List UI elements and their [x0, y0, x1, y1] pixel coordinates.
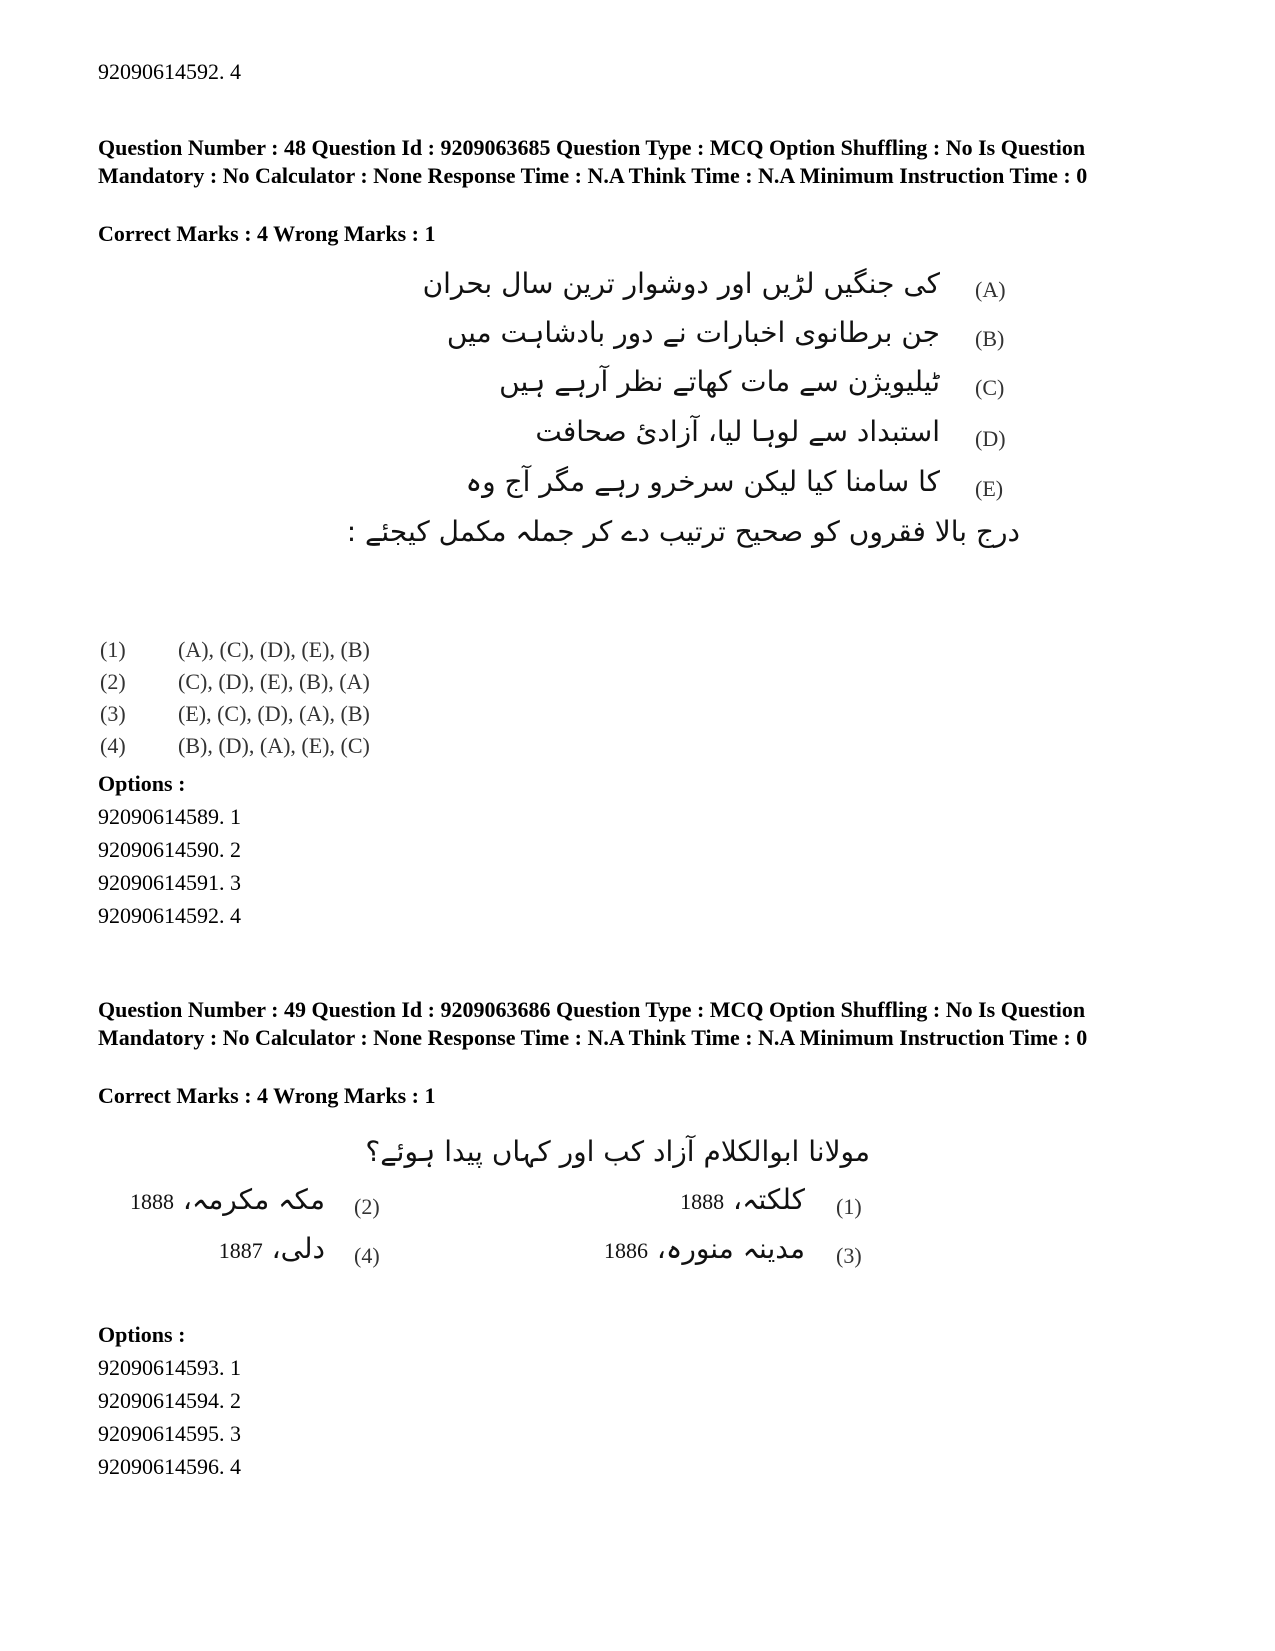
previous-option-line: 92090614592. 4 — [98, 59, 241, 84]
q49-option-4: 92090614596. 4 — [98, 1454, 241, 1479]
q48-instruction: درج بالا فقروں کو صحیح ترتیب دے کر جملہ مکمل کیجئے : — [346, 515, 1020, 548]
q48-options-label: Options : — [98, 771, 186, 796]
statement-text: کا سامنا کیا لیکن سرخرو رہے مگر آج وہ — [465, 465, 940, 498]
statement-text: استبداد سے لوہا لیا، آزادئ صحافت — [535, 415, 940, 448]
q48-header: Question Number : 48 Question Id : 9209063685 Question Type : MCQ Option Shuffling : No Is Question Mandatory : No Calculator : None Response Time : N.A Think Time : N.A Minimum Instruction Time : 0 — [98, 135, 1088, 188]
choice-row — [100, 733, 370, 759]
choice-number: (1) — [100, 637, 126, 662]
choice-answer: مکہ مکرمہ، 1888 — [129, 1183, 325, 1216]
choice-text: (C), (D), (E), (B), (A) — [178, 669, 370, 694]
choice-number: (3) — [836, 1243, 862, 1268]
q48-option-3: 92090614591. 3 — [98, 870, 241, 895]
choice-text: (A), (C), (D), (E), (B) — [178, 637, 370, 662]
choice-place: مدینہ منورہ — [665, 1232, 805, 1265]
statement-tag: (E) — [975, 476, 1004, 501]
q48-marks: Correct Marks : 4 Wrong Marks : 1 — [98, 221, 436, 246]
choice-row — [100, 701, 370, 727]
choice-place: دلی — [280, 1232, 325, 1265]
choice-answer: مدینہ منورہ، 1886 — [603, 1232, 805, 1265]
q49-option-1: 92090614593. 1 — [98, 1355, 241, 1380]
choice-number: (2) — [100, 669, 126, 694]
q49-option-2: 92090614594. 2 — [98, 1388, 241, 1413]
choice-year: 1886 — [603, 1238, 648, 1263]
choice-number: (3) — [100, 701, 126, 726]
choice-place: مکہ مکرمہ — [191, 1183, 325, 1216]
q49-options-label: Options : — [98, 1322, 186, 1347]
q49-option-3: 92090614595. 3 — [98, 1421, 241, 1446]
statement-text: ٹیلیویژن سے مات کھاتے نظر آرہے ہیں — [499, 365, 940, 398]
choice-year: 1887 — [218, 1238, 263, 1263]
choice-number: (2) — [354, 1194, 380, 1219]
statement-text: جن برطانوی اخبارات نے دور بادشاہت میں — [446, 316, 940, 349]
statement-tag: (B) — [975, 326, 1005, 351]
q48-option-2: 92090614590. 2 — [98, 837, 241, 862]
choice-year: 1888 — [680, 1189, 725, 1214]
choice-place: کلکتہ — [742, 1183, 805, 1216]
q48-option-4: 92090614592. 4 — [98, 903, 241, 928]
q49-question: مولانا ابوالکلام آزاد کب اور کہاں پیدا ہوئے؟ — [365, 1135, 870, 1168]
statement-tag: (C) — [975, 375, 1005, 400]
choice-text: (B), (D), (A), (E), (C) — [178, 733, 370, 758]
q49-header: Question Number : 49 Question Id : 9209063686 Question Type : MCQ Option Shuffling : No Is Question Mandatory : No Calculator : None Response Time : N.A Think Time : N.A Minimum Instruction Time : 0 — [98, 997, 1088, 1050]
choice-number: (4) — [100, 733, 126, 758]
choice-answer: دلی، 1887 — [218, 1232, 325, 1265]
choice-text: (E), (C), (D), (A), (B) — [178, 701, 370, 726]
q49-marks: Correct Marks : 4 Wrong Marks : 1 — [98, 1083, 436, 1108]
statement-tag: (D) — [975, 426, 1006, 451]
choice-row — [100, 669, 370, 695]
statement-tag: (A) — [975, 277, 1006, 302]
choice-row — [100, 637, 370, 663]
q48-option-1: 92090614589. 1 — [98, 804, 241, 829]
statement-text: کی جنگیں لڑیں اور دوشوار ترین سال بحران — [422, 267, 940, 300]
choice-year: 1888 — [129, 1189, 174, 1214]
choice-number: (4) — [354, 1243, 380, 1268]
choice-answer: کلکتہ، 1888 — [680, 1183, 805, 1216]
choice-number: (1) — [836, 1194, 862, 1219]
